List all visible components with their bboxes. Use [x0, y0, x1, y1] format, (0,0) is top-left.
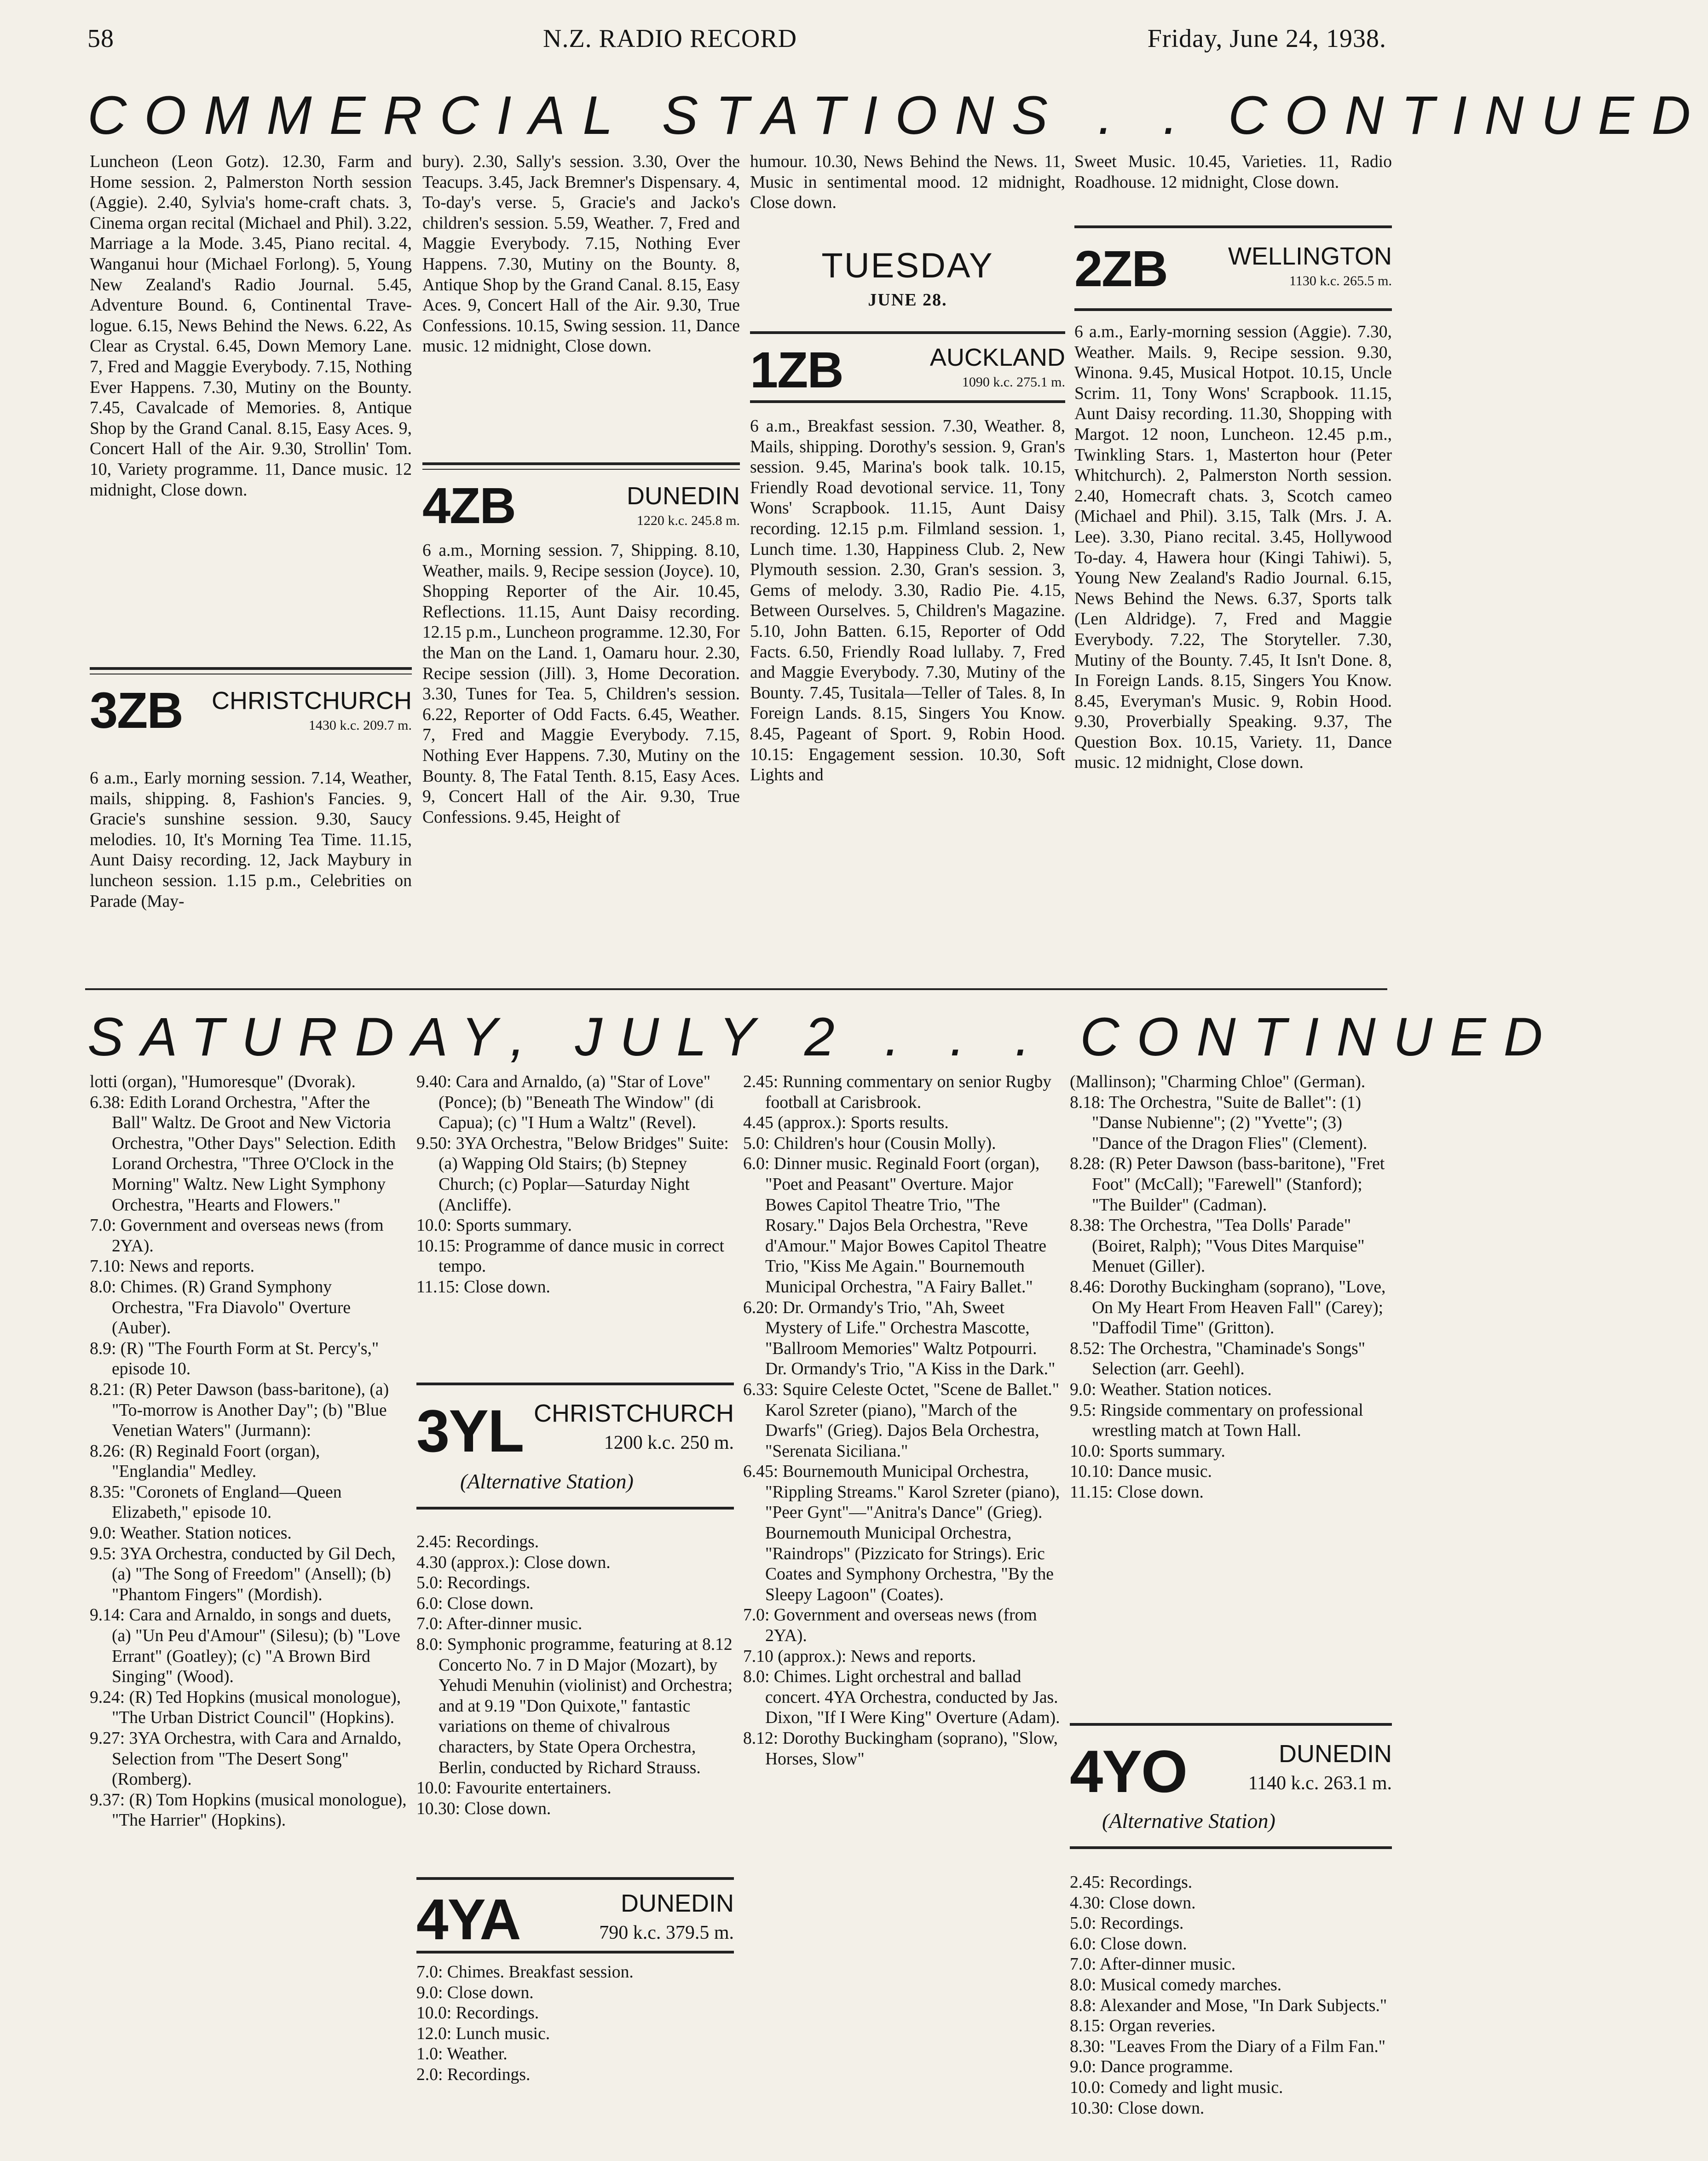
program-entry: 8.52: The Orchestra, "Chaminade's Songs" Selection (arr. Geehl).: [1070, 1339, 1366, 1379]
box-rule-bottom: [416, 1951, 734, 1954]
program-entry: 6.0: Dinner music. Reginald Foort (organ), "Poet and Peasant" Overture. Major Bowes Capitol Theatre Trio, "The Rosary." Dajos Bela Orchestra, "Reve d'Amour." Major Bowes Capitol Theatre Trio, "Kiss Me Again." Bournemouth Municipal Orchestra, "A Fairy Ballet.": [743, 1154, 1047, 1297]
commercial-col-1: [90, 152, 412, 676]
station-frequency: 1430 k.c. 209.7 m.: [308, 718, 412, 733]
program-entry: 11.15: Close down.: [416, 1277, 550, 1297]
col1-text: Luncheon (Leon Gotz). 12.30, Farm and Home session. 2, Palmerston North session (Aggie). 2.40, Sylvia's home-craft chats. 3, Cinema organ recital (Michael and Phil). 3.22, Marriage a la Mode. 3.45, Piano recital. 4, Wanganui hour (Michael Forlong). 5, Young New Zealand's Radio Journal. 5.45, Adventure Bound. 6, Continental Trave-logue. 6.15, News Behind the News. 6.22, As Clear as Crystal. 6.45, Down Memory Lane. 7, Fred and Maggie Everybody. 7.15, Nothing Ever Happens. 7.30, Mutiny on the Bounty. 7.45, Cavalcade of Memories. 8, Antique Shop by the Grand Canal. 8.15, Easy Aces. 9, Concert Hall of the Air. 9.30, Strollin' Tom. 10, Variety programme. 11, Dance music. 12 midnight, Close down.: [90, 152, 412, 500]
col4b-text: 6 a.m., Early-morning session (Aggie). 7.30, Weather. Mails. 9, Recipe session. 9.30, Winona. 9.45, Musical Hotpot. 10.15, Uncle Scrim. 11, Tony Wons' Scrapbook. 11.15, Aunt Daisy recording. 11.30, Shopping with Margot. 12 noon, Luncheon. 12.45 p.m., Twinkling Stars. 1, Masterton hour (Peter Whitchurch). 2, Palmerston North session. 2.40, Homecraft chats. 3, Scotch cameo (Michael and Phil). 3.15, Talk (Mrs. J. A. Lee). 3.30, Piano recital. 3.45, Hollywood To-day. 4, Hawera hour (Kingi Tahiwi). 5, Young New Zealand's Radio Journal. 6.15, News Behind the News. 6.37, Sports talk (Len Aldridge). 7, Fred and Maggie Everybody. 7.22, The Storyteller. 7.30, Mutiny of the Bounty. 7.45, It Isn't Done. 8, In Foreign Lands. 8.15, Singers You Know. 8.45, Everyman's Music. 9, Robin Hood. 9.30, Proverbially Speaking. 9.37, The Question Box. 10.15, Variety. 11, Dance music. 12 midnight, Close down.: [1074, 323, 1392, 772]
box-rule: [422, 462, 740, 465]
program-entry: 6.33: Squire Celeste Octet, "Scene de Ballet." Karol Szreter (piano), "March of the Dwarfs" (Grieg). Dajos Bela Orchestra, "Serenata Siciliana.": [743, 1380, 1060, 1461]
program-entry: 8.0: Symphonic programme, featuring at 8.12 Concerto No. 7 in D Major (Mozart), by Yehudi Menuhin (violinist) and Orchestra; and at 9.19 "Don Quixote," fantastic variations on theme of chivalrous characters, by State Opera Orchestra, Berlin, conducted by Richard Strauss.: [416, 1635, 733, 1777]
program-entry: 6.20: Dr. Ormandy's Trio, "Ah, Sweet Mystery of Life." Orchestra Mascotte, "Ballroom Memories" Waltz Potpourri. Dr. Ormandy's Trio, "A Kiss in the Dark.": [743, 1298, 1056, 1379]
saturday-col-3: [743, 1072, 1061, 2144]
program-entry: 9.0: Weather. Station notices.: [1070, 1380, 1272, 1399]
tuesday-heading: [750, 248, 1065, 310]
box-rule: [1070, 1723, 1392, 1726]
program-entry: 8.0: Chimes. (R) Grand Symphony Orchestra, "Fra Diavolo" Overture (Auber).: [90, 1277, 351, 1338]
program-entry: 10.30: Close down.: [1070, 2098, 1205, 2118]
page-number: 58: [87, 24, 114, 53]
saturday-col-4b: [1070, 1873, 1392, 2149]
commercial-stations-banner: COMMERCIAL STATIONS . . CONTINUED: [87, 85, 1708, 146]
program-entry: lotti (organ), "Humoresque" (Dvorak).: [90, 1072, 356, 1091]
col4-text: Sweet Music. 10.45, Varieties. 11, Radio Roadhouse. 12 midnight, Close down.: [1074, 152, 1392, 192]
saturday-col-2a: [416, 1072, 734, 1371]
col2b-text: 6 a.m., Morning session. 7, Shipping. 8.10, Weather, mails. 9, Recipe session (Joyce). 10, Shopping Reporter of the Air. 10.45, Reflections. 11.15, Aunt Daisy recording. 12.15 p.m., Luncheon programme. 12.30, For the Man on the Land. 1, Oamaru hour. 2.30, Recipe session (Jill). 3, Home Decoration. 3.30, Tunes for Tea. 5, Children's session. 6.22, Reporter of Odd Facts. 6.45, Weather. 7, Fred and Maggie Everybody. 7.15, Nothing Ever Happens. 7.30, Mutiny on the Bounty. 8, The Fatal Tenth. 8.15, Easy Aces. 9, Concert Hall of the Air. 9.30, True Confessions. 9.45, Height of: [422, 541, 740, 827]
section-divider: [85, 988, 1387, 990]
box-rule: [1074, 225, 1392, 228]
program-entry: 6.38: Edith Lorand Orchestra, "After the Ball" Waltz. De Groot and New Victoria Orchestra, "Other Days" Selection. Edith Lorand Orchestra, "Three O'Clock in the Morning" Waltz. New Light Symphony Orchestra, "Hearts and Flowers.": [90, 1093, 396, 1215]
station-city: DUNEDIN: [620, 1890, 734, 1917]
commercial-col-4b: [1074, 322, 1392, 966]
station-frequency: 1140 k.c. 263.1 m.: [1248, 1773, 1392, 1794]
program-entry: 10.30: Close down.: [416, 1799, 551, 1818]
saturday-banner: SATURDAY, JULY 2 . . . CONTINUED: [87, 1007, 1560, 1067]
station-box-4zb: [422, 462, 740, 534]
program-entry: 9.0: Dance programme.: [1070, 2057, 1233, 2077]
program-entry: 7.0: Government and overseas news (from 2YA).: [90, 1216, 384, 1256]
program-entry: 5.0: Recordings.: [1070, 1914, 1184, 1933]
station-alt-label: (Alternative Station): [1102, 1809, 1275, 1833]
col3-text: humour. 10.30, News Behind the News. 11, Music in sentimental mood. 12 midnight, Close down.: [750, 152, 1065, 213]
program-entry: 8.26: (R) Reginald Foort (organ), "Englandia" Medley.: [90, 1441, 320, 1481]
box-rule-bottom: [750, 400, 1065, 403]
program-entry: 7.10 (approx.): News and reports.: [743, 1647, 976, 1666]
program-entry: 10.0: Favourite entertainers.: [416, 1779, 612, 1798]
program-entry: 10.0: Recordings.: [416, 2004, 539, 2023]
program-entry: 8.15: Organ reveries.: [1070, 2017, 1216, 2036]
day-date: JUNE 28.: [868, 290, 947, 310]
day-name: TUESDAY: [821, 246, 994, 285]
program-entry: 7.0: After-dinner music.: [416, 1614, 583, 1634]
program-entry: 8.46: Dorothy Buckingham (soprano), "Love, On My Heart From Heaven Fall" (Carey); "Daffodil Time" (Gritton).: [1070, 1277, 1386, 1338]
station-alt-label: (Alternative Station): [460, 1469, 634, 1493]
program-entry: 6.0: Close down.: [416, 1594, 534, 1613]
saturday-col-1: [90, 1072, 407, 2144]
station-city: CHRISTCHURCH: [534, 1400, 734, 1427]
program-entry: 9.40: Cara and Arnaldo, (a) "Star of Love" (Ponce); (b) "Beneath The Window" (di Capua); (c) "I Hum a Waltz" (Revel).: [416, 1072, 714, 1133]
program-entry: 8.0: Musical comedy marches.: [1070, 1975, 1282, 1994]
station-frequency: 790 k.c. 379.5 m.: [599, 1922, 734, 1943]
program-entry: 7.0: After-dinner music.: [1070, 1955, 1236, 1974]
commercial-col-3b: [750, 416, 1065, 966]
program-entry: 10.0: Sports summary.: [1070, 1441, 1225, 1461]
station-city: AUCKLAND: [929, 344, 1065, 371]
program-entry: 2.45: Recordings.: [1070, 1873, 1193, 1892]
program-entry: 9.5: Ringside commentary on professional wrestling match at Town Hall.: [1070, 1400, 1363, 1441]
program-entry: 8.21: (R) Peter Dawson (bass-baritone), (a) "To-morrow is Another Day"; (b) "Blue Venetian Waters" (Jurmann):: [90, 1380, 389, 1441]
commercial-col-3: [750, 152, 1065, 235]
station-call-sign: 4YA: [416, 1888, 520, 1952]
program-entry: 1.0: Weather.: [416, 2045, 508, 2064]
station-box-4ya: [416, 1877, 734, 1958]
program-entry: 9.24: (R) Ted Hopkins (musical monologue), "The Urban District Council" (Hopkins).: [90, 1688, 401, 1728]
program-entry: 2.0: Recordings.: [416, 2065, 531, 2084]
program-entry: 4.30 (approx.): Close down.: [416, 1553, 611, 1572]
commercial-col-4: [1074, 152, 1392, 216]
station-call-sign: 1ZB: [750, 342, 843, 398]
publication-title: N.Z. RADIO RECORD: [543, 24, 797, 53]
program-entry: 4.45 (approx.): Sports results.: [743, 1113, 949, 1133]
program-entry: 8.35: "Coronets of England—Queen Elizabeth," episode 10.: [90, 1482, 342, 1522]
program-entry: 8.0: Chimes. Light orchestral and ballad concert. 4YA Orchestra, conducted by Jas. Dixon, "If I Were King" Overture (Adam).: [743, 1667, 1060, 1728]
program-entry: 7.0: Chimes. Breakfast session.: [416, 1963, 634, 1982]
program-entry: 10.0: Sports summary.: [416, 1216, 572, 1235]
saturday-col-2c: [416, 1962, 734, 2146]
program-entry: 12.0: Lunch music.: [416, 2024, 550, 2043]
station-box-4yo: [1070, 1723, 1392, 1861]
station-box-2zb: [1074, 225, 1392, 320]
program-entry: 9.5: 3YA Orchestra, conducted by Gil Dech, (a) "The Song of Freedom" (Ansell); (b) "Phantom Fingers" (Mordish).: [90, 1544, 396, 1604]
program-entry: 11.15: Close down.: [1070, 1482, 1204, 1502]
box-rule-bottom: [1070, 1846, 1392, 1849]
station-frequency: 1200 k.c. 250 m.: [604, 1432, 734, 1453]
box-rule: [416, 1383, 734, 1385]
program-entry: 8.12: Dorothy Buckingham (soprano), "Slow, Horses, Slow": [743, 1729, 1058, 1769]
program-entry: 7.0: Government and overseas news (from 2YA).: [743, 1606, 1037, 1646]
station-frequency: 1090 k.c. 275.1 m.: [962, 375, 1065, 390]
station-call-sign: 2ZB: [1074, 241, 1167, 297]
station-box-1zb: [750, 331, 1065, 407]
station-box-3zb: [90, 667, 412, 739]
program-entry: 2.45: Recordings.: [416, 1533, 539, 1551]
station-city: DUNEDIN: [626, 482, 740, 510]
box-rule-bottom: [416, 1507, 734, 1510]
program-entry: 9.37: (R) Tom Hopkins (musical monologue), "The Harrier" (Hopkins).: [90, 1790, 407, 1830]
station-frequency: 1220 k.c. 245.8 m.: [636, 513, 740, 528]
program-entry: 10.10: Dance music.: [1070, 1462, 1212, 1481]
station-call-sign: 3YL: [416, 1397, 524, 1464]
program-entry: 6.0: Close down.: [1070, 1934, 1187, 1954]
program-entry: 9.0: Close down.: [416, 1983, 534, 2002]
commercial-col-2: [422, 152, 740, 474]
program-entry: 9.50: 3YA Orchestra, "Below Bridges" Suite: (a) Wapping Old Stairs; (b) Stepney Church; (c) Poplar—Saturday Night (Ancliffe).: [416, 1134, 729, 1215]
station-call-sign: 4ZB: [422, 478, 515, 534]
program-entry: 8.30: "Leaves From the Diary of a Film Fan.": [1070, 2037, 1386, 2056]
program-entry: 8.18: The Orchestra, "Suite de Ballet": (1) "Danse Nubienne"; (2) "Yvette"; (3) "Dance of the Dragon Flies" (Clement).: [1070, 1093, 1368, 1153]
program-entry: 9.27: 3YA Orchestra, with Cara and Arnaldo, Selection from "The Desert Song" (Romberg).: [90, 1729, 402, 1789]
station-frequency: 1130 k.c. 265.5 m.: [1289, 273, 1392, 288]
station-box-3yl: [416, 1383, 734, 1521]
station-call-sign: 3ZB: [90, 682, 183, 739]
box-rule: [90, 667, 412, 670]
station-city: CHRISTCHURCH: [212, 687, 412, 715]
program-entry: 10.0: Comedy and light music.: [1070, 2078, 1283, 2097]
program-entry: 4.30: Close down.: [1070, 1893, 1196, 1913]
box-rule: [416, 1877, 734, 1880]
issue-date: Friday, June 24, 1938.: [1147, 24, 1386, 53]
station-city: DUNEDIN: [1278, 1740, 1392, 1768]
program-entry: 8.9: (R) "The Fourth Form at St. Percy's," episode 10.: [90, 1339, 379, 1379]
program-entry: 6.45: Bournemouth Municipal Orchestra, "Rippling Streams." Karol Szreter (piano), "Peer Gynt"—"Anitra's Dance" (Grieg). Bournemouth Municipal Orchestra, "Raindrops" (Pizzicato for Strings). Eric Coates and Symphony Orchestra, "By the Sleepy Lagoon" (Coates).: [743, 1462, 1060, 1604]
col3b-text: 6 a.m., Breakfast session. 7.30, Weather. 8, Mails, shipping. Dorothy's session. 9, Gran's session. 9.45, Marina's book talk. 10.15, Friendly Road devotional service. 11, Tony Wons' Scrapbook. 11.15, Aunt Daisy recording. 12.15 p.m. Filmland session. 1, Lunch time. 1.30, Happiness Club. 2, New Plymouth session. 2.30, Gran's session. 3, Gems of melody. 3.30, Radio Pie. 4.15, Between Ourselves. 5, Children's Magazine. 5.10, John Batten. 6.15, Reporter of Odd Facts. 6.50, Friendly Road lullaby. 7, Fred and Maggie Everybody. 7.30, Mutiny of the Bounty. 7.45, Tusitala—Teller of Tales. 8, In Foreign Lands. 8.15, Singers You Know. 8.45, Pageant of Sport. 9, Robin Hood. 10.15: Engagement session. 10.30, Soft Lights and: [750, 417, 1065, 785]
program-entry: 8.28: (R) Peter Dawson (bass-baritone), "Fret Foot" (McCall); "Farewell" (Stanford); "The Builder" (Cadman).: [1070, 1154, 1385, 1215]
program-entry: 8.8: Alexander and Mose, "In Dark Subjects.": [1070, 1996, 1387, 2015]
box-rule-bottom: [1074, 308, 1392, 311]
program-entry: 8.38: The Orchestra, "Tea Dolls' Parade" (Boiret, Ralph); "Vous Dites Marquise" Menuet (Giller).: [1070, 1216, 1365, 1276]
col2-text: bury). 2.30, Sally's session. 3.30, Over the Teacups. 3.45, Jack Bremner's Dispensary. 4, To-day's verse. 5, Gracie's and Jacko's children's session. 5.59, Weather. 7, Fred and Maggie Everybody. 7.15, Nothing Ever Happens. 7.30, Mutiny on the Bounty. 8, Antique Shop by the Grand Canal. 8.15, Easy Aces. 9, Concert Hall of the Air. 9.30, True Confessions. 10.15, Swing session. 11, Dance music. 12 midnight, Close down.: [422, 152, 740, 356]
box-rule: [750, 331, 1065, 334]
station-city: WELLINGTON: [1228, 242, 1392, 270]
program-entry: 9.0: Weather. Station notices.: [90, 1524, 292, 1543]
col1b-text: 6 a.m., Early morning session. 7.14, Weather, mails, shipping. 8, Fashion's Fancies. 9, Gracie's sunshine session. 9.30, Saucy melodies. 10, It's Morning Tea Time. 11.15, Aunt Daisy recording. 12, Jack Maybury in luncheon session. 1.15 p.m., Celebrities on Parade (May-: [90, 769, 412, 911]
station-call-sign: 4YO: [1070, 1738, 1187, 1805]
box-rule-thin: [422, 469, 740, 470]
program-entry: 5.0: Recordings.: [416, 1573, 531, 1593]
program-entry: 5.0: Children's hour (Cousin Molly).: [743, 1134, 996, 1153]
program-entry: 7.10: News and reports.: [90, 1257, 254, 1276]
saturday-col-2b: [416, 1532, 734, 1886]
saturday-col-4a: [1070, 1072, 1392, 1716]
program-entry: (Mallinson); "Charming Chloe" (German).: [1070, 1072, 1366, 1091]
commercial-col-2b: [422, 541, 740, 966]
program-entry: 2.45: Running commentary on senior Rugby football at Carisbrook.: [743, 1072, 1052, 1112]
commercial-col-1b: [90, 768, 412, 966]
program-entry: 10.15: Programme of dance music in correct tempo.: [416, 1236, 724, 1276]
program-entry: 9.14: Cara and Arnaldo, in songs and duets, (a) "Un Peu d'Amour" (Silesu); (b) "Love Errant" (Goatley); (c) "A Brown Bird Singing" (Wood).: [90, 1606, 400, 1687]
